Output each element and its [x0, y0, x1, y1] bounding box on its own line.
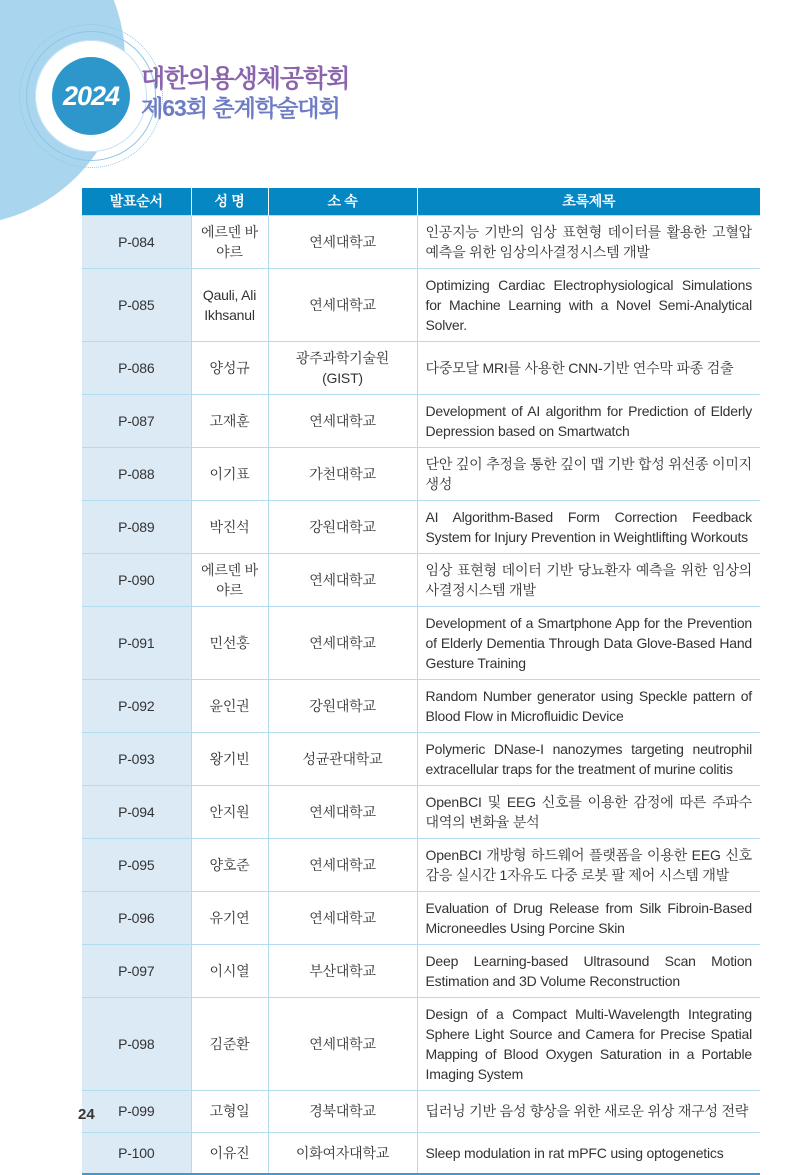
- abstract-title-cell: 인공지능 기반의 임상 표현형 데이터를 활용한 고혈압 예측을 위한 임상의사결정시스템 개발: [417, 215, 760, 268]
- abstract-title-cell: Deep Learning-based Ultrasound Scan Motion Estimation and 3D Volume Reconstruction: [417, 944, 760, 997]
- table-row: [82, 394, 760, 447]
- presenter-name-cell: 에르덴 바야르: [191, 215, 268, 268]
- affiliation-cell: 강원대학교: [268, 679, 417, 732]
- presenter-name-cell: 양호준: [191, 838, 268, 891]
- presentation-number-cell: P-087: [82, 394, 191, 447]
- table-header: [82, 188, 760, 215]
- presentation-number-cell: P-097: [82, 944, 191, 997]
- abstract-program-table: [82, 188, 760, 1175]
- presenter-name-cell: 이유진: [191, 1132, 268, 1174]
- presenter-name-cell: 김준환: [191, 997, 268, 1090]
- affiliation-cell: 성균관대학교: [268, 732, 417, 785]
- column-header-name: 성 명: [191, 188, 268, 215]
- abstract-title-cell: Polymeric DNase-I nanozymes targeting neutrophil extracellular traps for the treatment of murine colitis: [417, 732, 760, 785]
- presentation-number-cell: P-086: [82, 341, 191, 394]
- affiliation-cell: 광주과학기술원 (GIST): [268, 341, 417, 394]
- presenter-name-cell: 안지원: [191, 785, 268, 838]
- table-row: [82, 838, 760, 891]
- presentation-number-cell: P-084: [82, 215, 191, 268]
- abstract-title-cell: Random Number generator using Speckle pattern of Blood Flow in Microfluidic Device: [417, 679, 760, 732]
- presenter-name-cell: 고형일: [191, 1090, 268, 1132]
- table-row: [82, 553, 760, 606]
- table-row: [82, 500, 760, 553]
- affiliation-cell: 강원대학교: [268, 500, 417, 553]
- year-badge-label: 2024: [62, 80, 120, 111]
- table-row: [82, 732, 760, 785]
- conference-title-block: [141, 64, 349, 123]
- presenter-name-cell: 윤인권: [191, 679, 268, 732]
- presentation-number-cell: P-098: [82, 997, 191, 1090]
- presenter-name-cell: 이기표: [191, 447, 268, 500]
- abstract-title-cell: Evaluation of Drug Release from Silk Fibroin-Based Microneedles Using Porcine Skin: [417, 891, 760, 944]
- presenter-name-cell: 양성규: [191, 341, 268, 394]
- presentation-number-cell: P-088: [82, 447, 191, 500]
- table-row: [82, 679, 760, 732]
- abstract-title-cell: OpenBCI 개방형 하드웨어 플랫폼을 이용한 EEG 신호 감응 실시간 1자유도 다중 로봇 팔 제어 시스템 개발: [417, 838, 760, 891]
- abstract-title-cell: Development of AI algorithm for Prediction of Elderly Depression based on Smartwatch: [417, 394, 760, 447]
- presenter-name-cell: 고재훈: [191, 394, 268, 447]
- affiliation-cell: 가천대학교: [268, 447, 417, 500]
- presenter-name-cell: 박진석: [191, 500, 268, 553]
- presentation-number-cell: P-091: [82, 606, 191, 679]
- table-row: [82, 891, 760, 944]
- table-row: [82, 1090, 760, 1132]
- presentation-number-cell: P-099: [82, 1090, 191, 1132]
- table-row: [82, 606, 760, 679]
- abstract-title-cell: Design of a Compact Multi-Wavelength Integrating Sphere Light Source and Camera for Precise Spatial Mapping of Blood Oxygen Saturation in a Portable Imaging System: [417, 997, 760, 1090]
- column-header-presentation-number: 발표순서: [82, 188, 191, 215]
- conference-name: 제63회 춘계학술대회: [141, 95, 340, 121]
- abstract-title-cell: Optimizing Cardiac Electrophysiological Simulations for Machine Learning with a Novel Semi-Analytical Solver.: [417, 268, 760, 341]
- table-row: [82, 944, 760, 997]
- presentation-number-cell: P-089: [82, 500, 191, 553]
- abstract-title-cell: AI Algorithm-Based Form Correction Feedback System for Injury Prevention in Weightlifting Workouts: [417, 500, 760, 553]
- presentation-number-cell: P-094: [82, 785, 191, 838]
- table-body: [82, 215, 760, 1174]
- presentation-number-cell: P-096: [82, 891, 191, 944]
- society-name: 대한의용생체공학회: [141, 65, 350, 93]
- table-row: [82, 1132, 760, 1174]
- affiliation-cell: 이화여자대학교: [268, 1132, 417, 1174]
- abstract-title-cell: Development of a Smartphone App for the Prevention of Elderly Dementia Through Data Glove-Based Hand Gesture Training: [417, 606, 760, 679]
- affiliation-cell: 연세대학교: [268, 838, 417, 891]
- column-header-affiliation: 소 속: [268, 188, 417, 215]
- affiliation-cell: 연세대학교: [268, 891, 417, 944]
- presentation-number-cell: P-092: [82, 679, 191, 732]
- presentation-number-cell: P-085: [82, 268, 191, 341]
- affiliation-cell: 부산대학교: [268, 944, 417, 997]
- presenter-name-cell: 이시열: [191, 944, 268, 997]
- affiliation-cell: 연세대학교: [268, 785, 417, 838]
- affiliation-cell: 연세대학교: [268, 553, 417, 606]
- presenter-name-cell: 민선홍: [191, 606, 268, 679]
- table-row: [82, 997, 760, 1090]
- year-badge: [52, 57, 130, 135]
- presenter-name-cell: 왕기빈: [191, 732, 268, 785]
- abstract-title-cell: OpenBCI 및 EEG 신호를 이용한 감정에 따른 주파수 대역의 변화율 분석: [417, 785, 760, 838]
- abstract-title-cell: 임상 표현형 데이터 기반 당뇨환자 예측을 위한 임상의사결정시스템 개발: [417, 553, 760, 606]
- affiliation-cell: 연세대학교: [268, 997, 417, 1090]
- presenter-name-cell: Qauli, Ali Ikhsanul: [191, 268, 268, 341]
- presenter-name-cell: 유기연: [191, 891, 268, 944]
- presentation-number-cell: P-090: [82, 553, 191, 606]
- presentation-number-cell: P-095: [82, 838, 191, 891]
- table-row: [82, 785, 760, 838]
- table-row: [82, 341, 760, 394]
- abstract-title-cell: 딥러닝 기반 음성 향상을 위한 새로운 위상 재구성 전략: [417, 1090, 760, 1132]
- affiliation-cell: 연세대학교: [268, 394, 417, 447]
- abstract-title-cell: 단안 깊이 추정을 통한 깊이 맵 기반 합성 위선종 이미지 생성: [417, 447, 760, 500]
- presenter-name-cell: 에르덴 바야르: [191, 553, 268, 606]
- abstract-title-cell: 다중모달 MRI를 사용한 CNN-기반 연수막 파종 검출: [417, 341, 760, 394]
- table-row: [82, 215, 760, 268]
- affiliation-cell: 연세대학교: [268, 268, 417, 341]
- affiliation-cell: 경북대학교: [268, 1090, 417, 1132]
- presentation-number-cell: P-100: [82, 1132, 191, 1174]
- column-header-abstract-title: 초록제목: [417, 188, 760, 215]
- table-row: [82, 268, 760, 341]
- table-header-row: [82, 188, 760, 215]
- abstract-title-cell: Sleep modulation in rat mPFC using optogenetics: [417, 1132, 760, 1174]
- table-row: [82, 447, 760, 500]
- affiliation-cell: 연세대학교: [268, 215, 417, 268]
- page-number: 24: [78, 1106, 95, 1123]
- affiliation-cell: 연세대학교: [268, 606, 417, 679]
- presentation-number-cell: P-093: [82, 732, 191, 785]
